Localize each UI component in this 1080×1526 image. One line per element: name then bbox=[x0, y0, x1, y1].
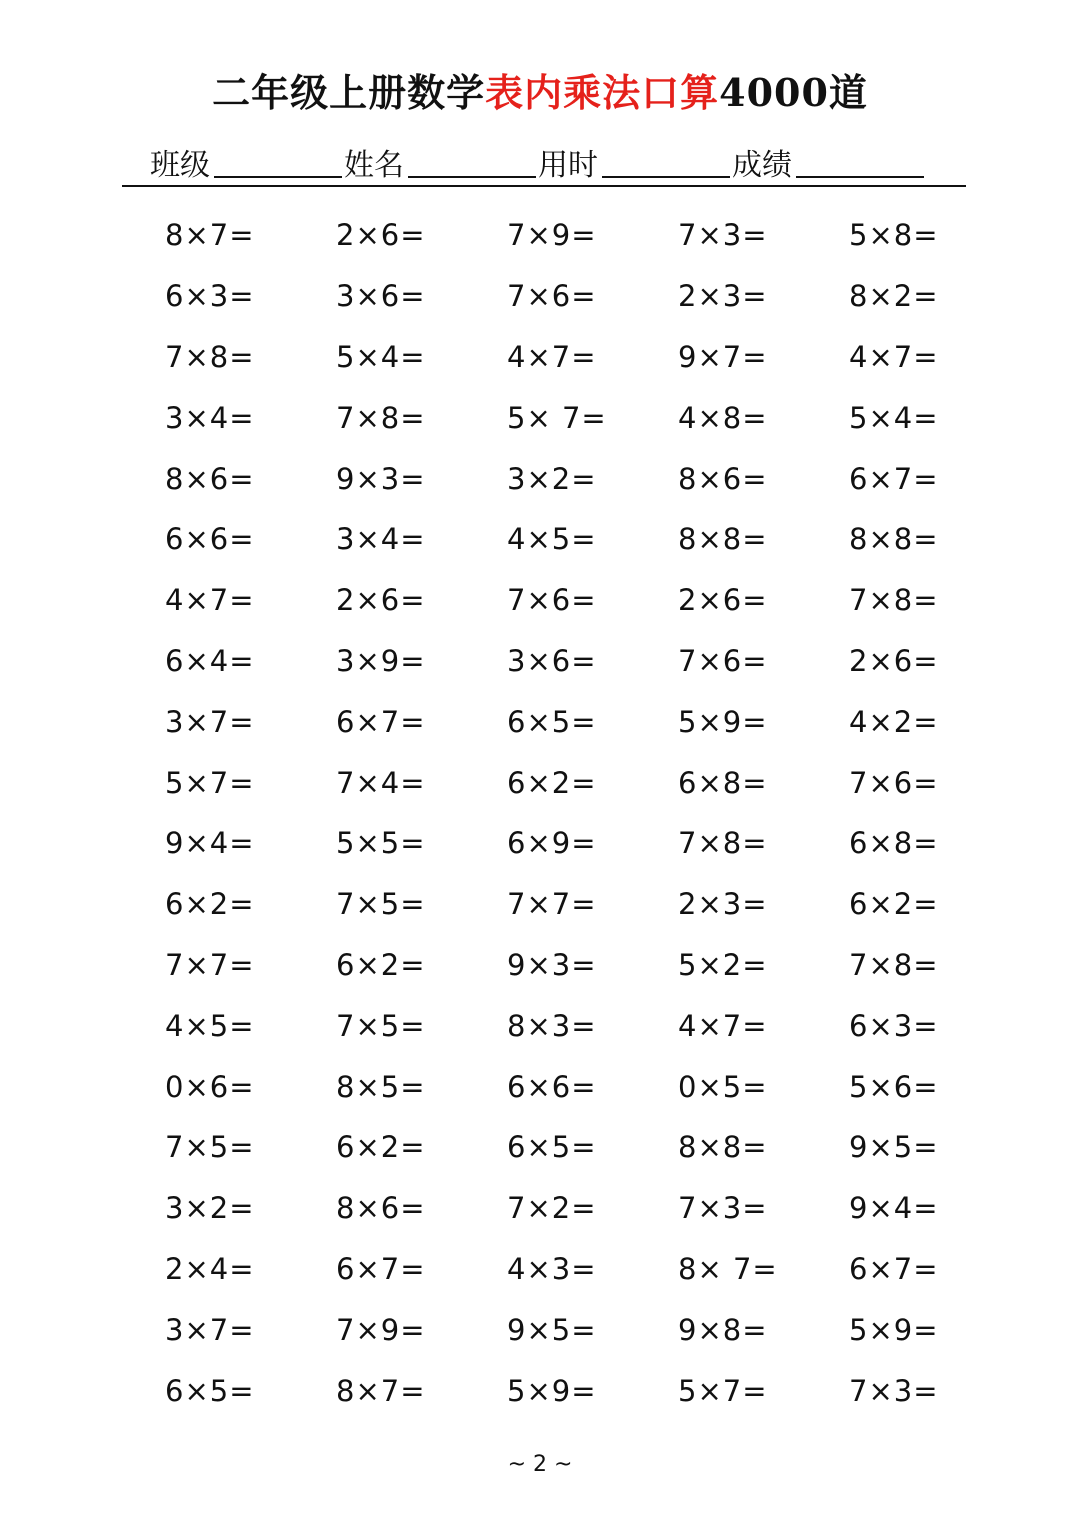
problem-cell: 4×7= bbox=[849, 339, 939, 374]
problem-cell: 2×6= bbox=[849, 643, 939, 678]
problem-cell: 7×5= bbox=[336, 887, 426, 922]
problem-cell: 7×8= bbox=[849, 583, 939, 618]
problem-cell: 6×8= bbox=[678, 765, 768, 800]
problem-cell: 3×7= bbox=[165, 704, 255, 739]
problem-cell: 5×4= bbox=[849, 400, 939, 435]
page-number: ~ 2 ~ bbox=[507, 1452, 573, 1477]
problem-cell: 2×6= bbox=[678, 583, 768, 618]
problem-cell: 3×9= bbox=[336, 643, 426, 678]
problem-cell: 7×3= bbox=[678, 218, 768, 253]
problem-cell: 4×7= bbox=[165, 583, 255, 618]
score-blank bbox=[796, 175, 924, 178]
problem-cell: 8×7= bbox=[165, 218, 255, 253]
problem-cell: 6×7= bbox=[849, 461, 939, 496]
problem-cell: 9×7= bbox=[678, 339, 768, 374]
problem-cell: 7×8= bbox=[678, 826, 768, 861]
problem-cell: 7×5= bbox=[336, 1008, 426, 1043]
problem-cell: 7×6= bbox=[849, 765, 939, 800]
problem-cell: 4×2= bbox=[849, 704, 939, 739]
problem-cell: 6×9= bbox=[507, 826, 597, 861]
problem-cell: 5×9= bbox=[507, 1373, 597, 1408]
problem-cell: 9×5= bbox=[507, 1312, 597, 1347]
problem-cell: 3×4= bbox=[165, 400, 255, 435]
problem-cell: 5×5= bbox=[336, 826, 426, 861]
problem-cell: 3×6= bbox=[507, 643, 597, 678]
class-blank bbox=[214, 175, 342, 178]
problem-cell: 5×7= bbox=[165, 765, 255, 800]
problem-cell: 7×8= bbox=[336, 400, 426, 435]
problem-cell: 5×9= bbox=[678, 704, 768, 739]
problem-cell: 6×5= bbox=[507, 704, 597, 739]
problem-cell: 8×5= bbox=[336, 1069, 426, 1104]
problem-cell: 3×6= bbox=[336, 279, 426, 314]
problem-cell: 3×7= bbox=[165, 1312, 255, 1347]
info-line bbox=[150, 140, 950, 184]
problem-cell: 6×2= bbox=[849, 887, 939, 922]
name-label: 姓名 bbox=[344, 148, 404, 183]
title-part-2: 表内乘法口算 bbox=[485, 70, 720, 115]
problem-cell: 6×5= bbox=[165, 1373, 255, 1408]
problem-cell: 7×5= bbox=[165, 1130, 255, 1165]
problem-cell: 7×8= bbox=[849, 947, 939, 982]
problem-cell: 0×6= bbox=[165, 1069, 255, 1104]
header-divider bbox=[122, 185, 966, 187]
title-part-1: 二年级上册数学 bbox=[212, 70, 486, 115]
problem-cell: 6×6= bbox=[165, 522, 255, 557]
problem-cell: 2×6= bbox=[336, 583, 426, 618]
problem-cell: 7×4= bbox=[336, 765, 426, 800]
problem-cell: 9×8= bbox=[678, 1312, 768, 1347]
problem-cell: 8×6= bbox=[678, 461, 768, 496]
problem-cell: 8×7= bbox=[336, 1373, 426, 1408]
problem-cell: 8×6= bbox=[336, 1191, 426, 1226]
problem-cell: 2×3= bbox=[678, 279, 768, 314]
problem-cell: 8×2= bbox=[849, 279, 939, 314]
problem-cell: 8×8= bbox=[678, 522, 768, 557]
problem-cell: 5×8= bbox=[849, 218, 939, 253]
problem-cell: 7×8= bbox=[165, 339, 255, 374]
problem-cell: 4×8= bbox=[678, 400, 768, 435]
problem-cell: 7×6= bbox=[507, 279, 597, 314]
problem-cell: 4×3= bbox=[507, 1251, 597, 1286]
problem-cell: 6×2= bbox=[165, 887, 255, 922]
problem-cell: 9×3= bbox=[336, 461, 426, 496]
problem-cell: 8×8= bbox=[678, 1130, 768, 1165]
problem-cell: 6×7= bbox=[849, 1251, 939, 1286]
problem-cell: 2×3= bbox=[678, 887, 768, 922]
problem-cell: 6×2= bbox=[336, 947, 426, 982]
problem-cell: 5×4= bbox=[336, 339, 426, 374]
problem-cell: 2×4= bbox=[165, 1251, 255, 1286]
problem-cell: 6×5= bbox=[507, 1130, 597, 1165]
problem-cell: 2×6= bbox=[336, 218, 426, 253]
problem-cell: 7×3= bbox=[678, 1191, 768, 1226]
problem-cell: 9×4= bbox=[849, 1191, 939, 1226]
problem-cell: 7×2= bbox=[507, 1191, 597, 1226]
problem-cell: 5×9= bbox=[849, 1312, 939, 1347]
problem-cell: 8×8= bbox=[849, 522, 939, 557]
problem-cell: 5×6= bbox=[849, 1069, 939, 1104]
problem-cell: 7×3= bbox=[849, 1373, 939, 1408]
problem-cell: 6×8= bbox=[849, 826, 939, 861]
problem-cell: 4×5= bbox=[507, 522, 597, 557]
problem-cell: 8×6= bbox=[165, 461, 255, 496]
problem-cell: 9×3= bbox=[507, 947, 597, 982]
problem-cell: 8× 7= bbox=[678, 1251, 778, 1286]
problem-cell: 5× 7= bbox=[507, 400, 607, 435]
class-label: 班级 bbox=[150, 148, 210, 183]
problem-cell: 7×7= bbox=[165, 947, 255, 982]
problem-cell: 6×3= bbox=[165, 279, 255, 314]
problem-grid bbox=[165, 205, 1025, 1421]
problem-cell: 3×2= bbox=[507, 461, 597, 496]
problem-cell: 9×5= bbox=[849, 1130, 939, 1165]
problem-cell: 6×3= bbox=[849, 1008, 939, 1043]
problem-cell: 6×7= bbox=[336, 1251, 426, 1286]
problem-cell: 4×5= bbox=[165, 1008, 255, 1043]
problem-cell: 3×2= bbox=[165, 1191, 255, 1226]
problem-cell: 5×7= bbox=[678, 1373, 768, 1408]
problem-cell: 7×6= bbox=[678, 643, 768, 678]
problem-cell: 4×7= bbox=[507, 339, 597, 374]
problem-cell: 0×5= bbox=[678, 1069, 768, 1104]
score-label: 成绩 bbox=[732, 148, 792, 183]
problem-cell: 6×4= bbox=[165, 643, 255, 678]
problem-cell: 7×9= bbox=[336, 1312, 426, 1347]
problem-cell: 7×6= bbox=[507, 583, 597, 618]
problem-cell: 6×2= bbox=[336, 1130, 426, 1165]
time-label: 用时 bbox=[538, 148, 598, 183]
name-blank bbox=[408, 175, 536, 178]
problem-cell: 6×7= bbox=[336, 704, 426, 739]
problem-cell: 8×3= bbox=[507, 1008, 597, 1043]
page-title bbox=[0, 62, 1080, 117]
problem-cell: 5×2= bbox=[678, 947, 768, 982]
problem-cell: 7×9= bbox=[507, 218, 597, 253]
problem-cell: 6×2= bbox=[507, 765, 597, 800]
title-part-3: 4000道 bbox=[719, 70, 868, 115]
time-blank bbox=[602, 175, 730, 178]
problem-cell: 9×4= bbox=[165, 826, 255, 861]
problem-cell: 3×4= bbox=[336, 522, 426, 557]
problem-cell: 6×6= bbox=[507, 1069, 597, 1104]
problem-cell: 7×7= bbox=[507, 887, 597, 922]
problem-cell: 4×7= bbox=[678, 1008, 768, 1043]
